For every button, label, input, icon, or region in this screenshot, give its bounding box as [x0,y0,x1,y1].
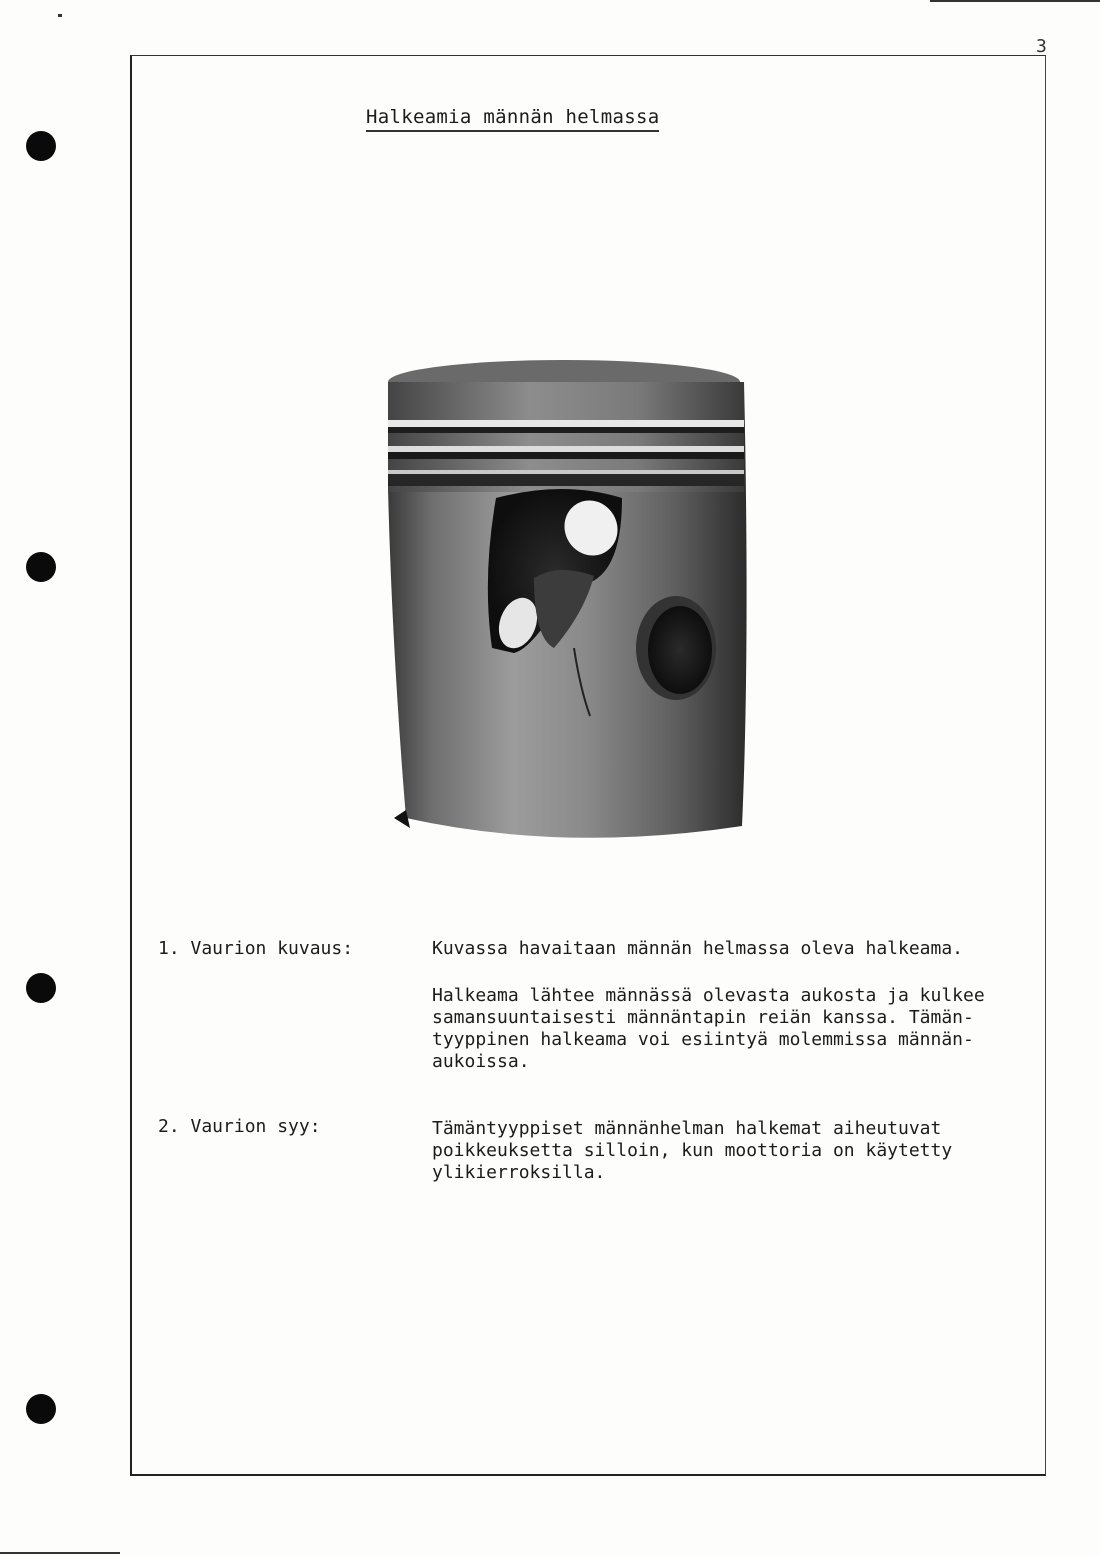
punch-hole-4 [26,1394,56,1424]
section-2-label: 2. Vaurion syy: [158,1116,321,1137]
punch-hole-1 [26,131,56,161]
punch-hole-2 [26,552,56,582]
section-2-paragraph-1: Tämäntyyppiset männänhelman halkemat aiheutuvat poikkeuksetta silloin, kun moottoria on käytetty ylikierroksilla. [432,1118,953,1183]
scan-edge-top [930,0,1100,2]
scan-edge-bottom [0,1552,120,1554]
punch-hole-3 [26,973,56,1003]
piston-photo [384,348,754,853]
scan-speck [58,14,62,17]
section-1-label: 1. Vaurion kuvaus: [158,938,354,959]
page-number: 3 [1036,36,1047,57]
section-1-paragraph-1: Kuvassa havaitaan männän helmassa oleva halkeama. [432,938,964,959]
section-1-paragraph-2: Halkeama lähtee männässä olevasta aukosta ja kulkee samansuuntaisesti männäntapin reiän kanssa. Tämän- tyyppinen halkeama voi esiintyä molemmissa männän- aukoissa. [432,985,985,1072]
page-title: Halkeamia männän helmassa [366,106,659,132]
